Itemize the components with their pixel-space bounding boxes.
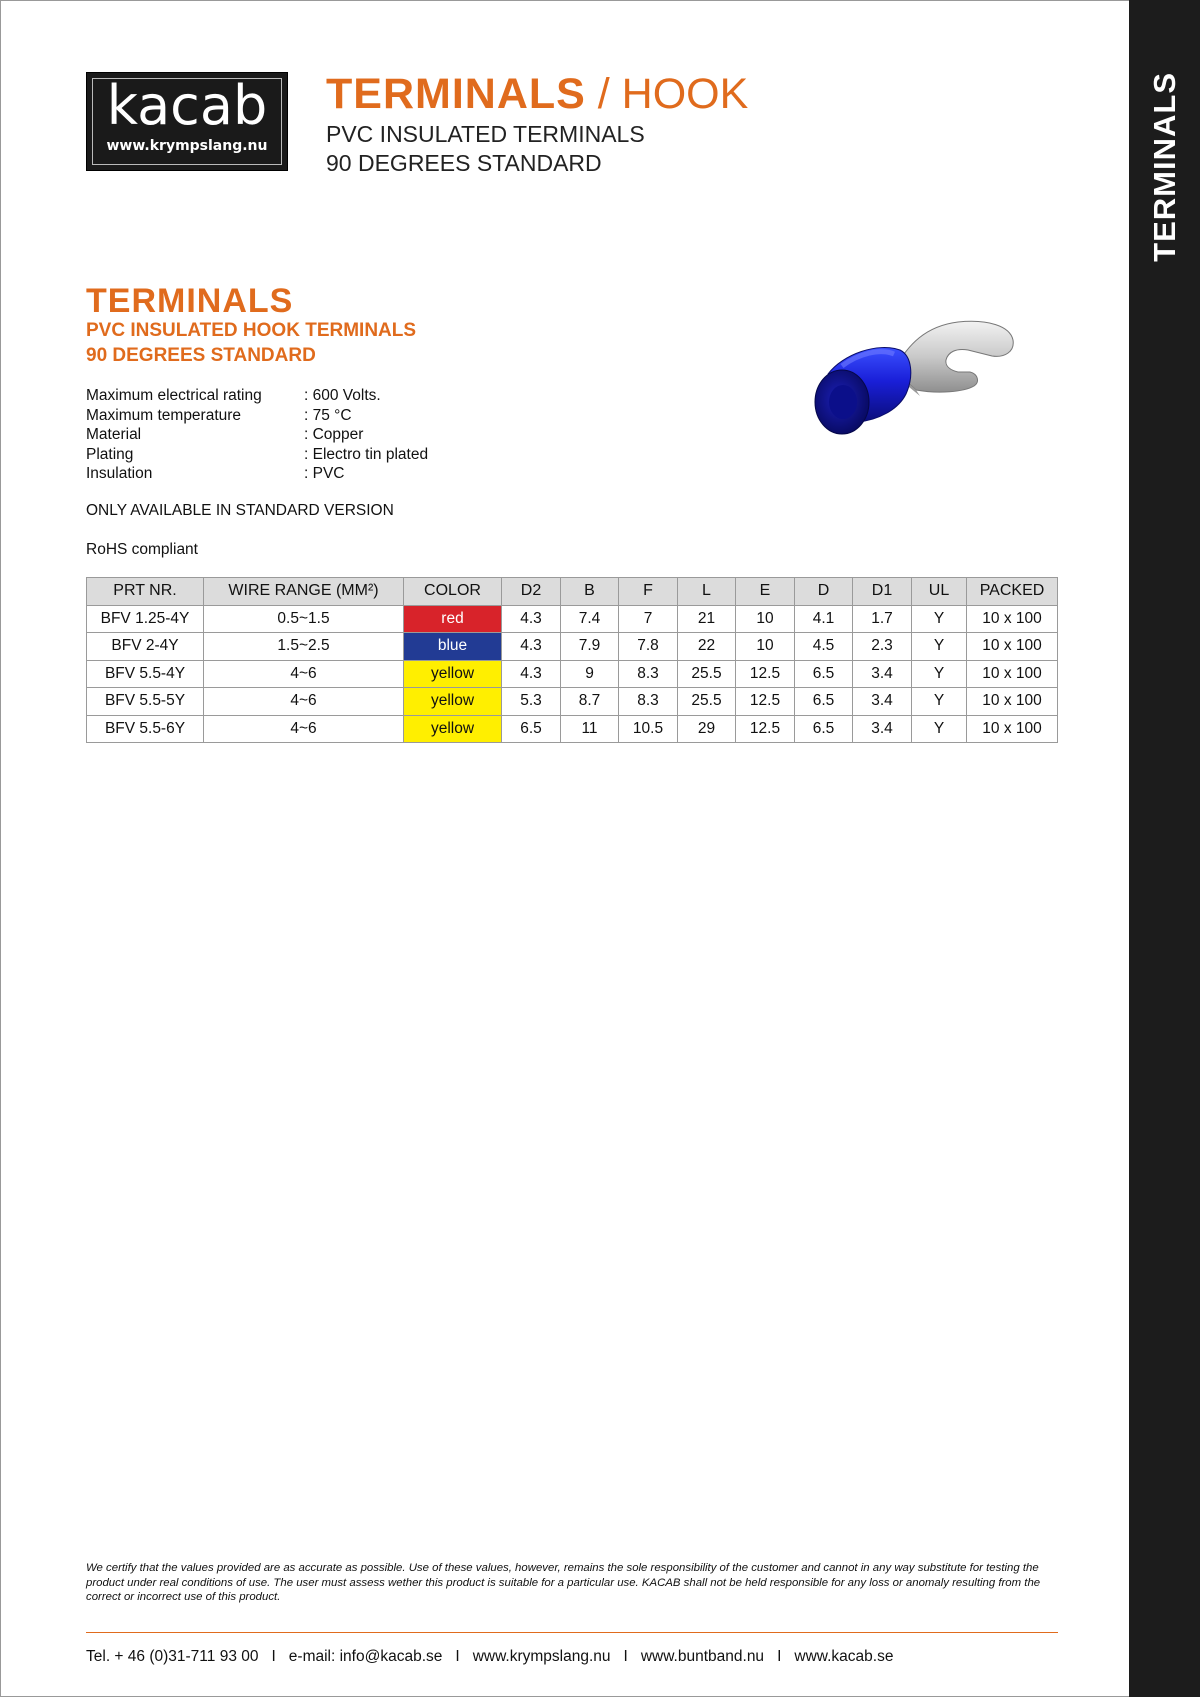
cell-d1: 3.4 [853,660,912,688]
cell-ul: Y [912,715,967,743]
footer-divider [86,1632,1058,1633]
spec-value: : 600 Volts. [304,387,381,404]
terminal-spec-table [86,577,1058,743]
cell-packed: 10 x 100 [967,688,1058,716]
th-f: F [619,578,678,606]
cell-b: 7.9 [561,633,619,661]
cell-f: 10.5 [619,715,678,743]
cell-f: 7 [619,605,678,633]
cell-e: 12.5 [736,688,795,716]
cell-d: 6.5 [795,715,853,743]
cell-d2: 4.3 [502,633,561,661]
th-l: L [678,578,736,606]
cell-wire-range: 1.5~2.5 [204,633,404,661]
cell-color: yellow [404,660,502,688]
availability-note: ONLY AVAILABLE IN STANDARD VERSION [86,502,394,519]
footer-link-kacab[interactable]: www.kacab.se [794,1648,894,1665]
cell-e: 10 [736,633,795,661]
cell-ul: Y [912,660,967,688]
spec-row [86,425,428,445]
table-row [87,660,1058,688]
cell-color: blue [404,633,502,661]
cell-packed: 10 x 100 [967,605,1058,633]
cell-f: 7.8 [619,633,678,661]
cell-b: 8.7 [561,688,619,716]
cell-l: 22 [678,633,736,661]
cell-e: 12.5 [736,660,795,688]
cell-b: 9 [561,660,619,688]
cell-packed: 10 x 100 [967,715,1058,743]
cell-wire-range: 4~6 [204,688,404,716]
cell-part-number: BFV 1.25-4Y [87,605,204,633]
cell-d: 4.1 [795,605,853,633]
footer-phone: Tel. + 46 (0)31-711 93 00 [86,1648,259,1665]
cell-wire-range: 0.5~1.5 [204,605,404,633]
spec-label: Maximum temperature [86,406,242,424]
page-subtitle-1: PVC INSULATED TERMINALS [326,121,645,147]
cell-wire-range: 4~6 [204,660,404,688]
cell-d: 6.5 [795,660,853,688]
footer-separator: I [271,1648,276,1665]
th-color: COLOR [404,578,502,606]
cell-e: 10 [736,605,795,633]
cell-b: 11 [561,715,619,743]
footer-separator: I [623,1648,628,1665]
th-packed: PACKED [967,578,1058,606]
cell-part-number: BFV 5.5-5Y [87,688,204,716]
footer-contact [86,1648,893,1666]
footer-link-krympslang[interactable]: www.krympslang.nu [472,1648,611,1665]
th-e: E [736,578,795,606]
spec-label: Material [86,426,142,443]
spec-row [86,464,428,484]
cell-d2: 4.3 [502,605,561,633]
cell-e: 12.5 [736,715,795,743]
cell-part-number: BFV 5.5-6Y [87,715,204,743]
table-row [87,633,1058,661]
th-wire-range: WIRE RANGE (MM²) [204,578,404,606]
cell-packed: 10 x 100 [967,660,1058,688]
logo-url: www.krympslang.nu [106,138,268,154]
th-part-number: PRT NR. [87,578,204,606]
spec-row [86,445,428,465]
spec-value: : PVC [304,465,345,482]
logo-word: kacab [106,74,268,137]
spec-row [86,386,428,406]
th-b: B [561,578,619,606]
cell-ul: Y [912,688,967,716]
footer-separator: I [777,1648,782,1665]
hook-terminal-image [808,314,1016,448]
cell-l: 25.5 [678,660,736,688]
kacab-logo [86,72,288,171]
cell-d: 4.5 [795,633,853,661]
cell-f: 8.3 [619,660,678,688]
cell-d: 6.5 [795,688,853,716]
spec-label: Plating [86,445,134,463]
table-header-row [87,578,1058,606]
footer-link-buntband[interactable]: www.buntband.nu [640,1648,765,1665]
cell-color: yellow [404,688,502,716]
footer-separator: I [455,1648,460,1665]
page-subtitle-2: 90 DEGREES STANDARD [326,150,602,176]
spec-value: : Electro tin plated [304,445,429,463]
cell-color: yellow [404,715,502,743]
table-row [87,715,1058,743]
side-label: TERMINALS [1146,72,1182,262]
spec-row [86,406,428,426]
cell-part-number: BFV 5.5-4Y [87,660,204,688]
cell-b: 7.4 [561,605,619,633]
cell-ul: Y [912,633,967,661]
th-d2: D2 [502,578,561,606]
cell-color: red [404,605,502,633]
table-row [87,688,1058,716]
cell-d1: 1.7 [853,605,912,633]
cell-packed: 10 x 100 [967,633,1058,661]
spec-label: Maximum electrical rating [86,387,262,404]
th-d1: D1 [853,578,912,606]
table-row [87,605,1058,633]
th-ul: UL [912,578,967,606]
cell-wire-range: 4~6 [204,715,404,743]
section-subtitle-1: PVC INSULATED HOOK TERMINALS [86,320,417,341]
cell-l: 25.5 [678,688,736,716]
cell-d2: 5.3 [502,688,561,716]
section-title: TERMINALS [86,282,294,320]
spec-value: : 75 °C [304,406,352,424]
page-title [326,70,748,118]
page-title-bold: TERMINALS [326,70,586,118]
side-band [1129,0,1200,1697]
spec-label: Insulation [86,465,153,482]
footer-email-link[interactable]: e-mail: info@kacab.se [288,1648,443,1665]
cell-d2: 4.3 [502,660,561,688]
page-title-rest: / HOOK [585,70,749,118]
cell-d2: 6.5 [502,715,561,743]
cell-part-number: BFV 2-4Y [87,633,204,661]
section-subtitle-2: 90 DEGREES STANDARD [86,345,316,366]
cell-d1: 2.3 [853,633,912,661]
rohs-note: RoHS compliant [86,541,198,558]
cell-f: 8.3 [619,688,678,716]
cell-d1: 3.4 [853,688,912,716]
cell-l: 29 [678,715,736,743]
cell-ul: Y [912,605,967,633]
cell-d1: 3.4 [853,715,912,743]
th-d: D [795,578,853,606]
spec-list [86,386,428,484]
spec-value: : Copper [304,426,364,443]
disclaimer: We certify that the values provided are as accurate as possible. Use of these values, however, remains the sole responsibility of the customer and cannot in any way substitute for testing the product under real conditions of use. The user must assess wether this product is suitable for a particular use. KACAB shall not be held responsible for any loss or anomaly resulting from the correct or incorrect use of this product. [86,1562,1041,1603]
cell-l: 21 [678,605,736,633]
